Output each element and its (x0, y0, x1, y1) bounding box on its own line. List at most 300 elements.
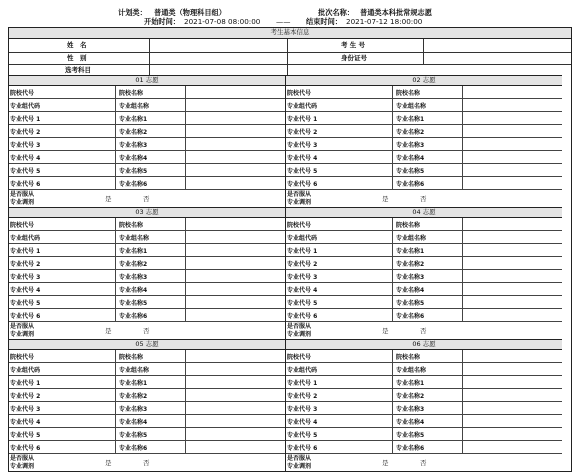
row-code-label: 专业组代码 (287, 103, 318, 110)
row-code-label: 专业组代码 (10, 367, 41, 374)
cell-divider (462, 244, 463, 257)
row-name-label: 专业组名称 (119, 103, 150, 110)
table-row (286, 218, 562, 231)
cell-divider (115, 244, 116, 257)
row-name-label: 专业名称6 (396, 313, 425, 320)
basic-col-line-2 (287, 39, 288, 75)
cell-divider (115, 151, 116, 164)
cell-divider (462, 231, 463, 244)
row-code-label: 专业代号 3 (10, 142, 41, 149)
row-name-label: 专业名称1 (119, 116, 148, 123)
end-value: 2021-07-12 18:00:00 (346, 17, 423, 26)
cell-divider (462, 86, 463, 99)
table-row (286, 86, 562, 99)
row-name-label: 院校名称 (396, 354, 421, 361)
table-row (286, 125, 562, 138)
row-code-label: 专业代号 5 (287, 300, 318, 307)
row-name-label: 专业名称4 (396, 287, 425, 294)
row-code-label: 专业代号 6 (287, 313, 318, 320)
cell-divider (392, 177, 393, 190)
cell-divider (462, 415, 463, 428)
row-name-label: 专业组名称 (119, 235, 150, 242)
adjust-label-line2: 专业调剂 (10, 463, 35, 470)
cell-divider (462, 151, 463, 164)
row-name-label: 专业名称4 (119, 155, 148, 162)
row-code-label: 院校代号 (10, 354, 35, 361)
table-row (9, 376, 285, 389)
row-name-label: 院校名称 (119, 90, 144, 97)
volunteer-title: 05 志愿 (9, 339, 285, 350)
cell-divider (462, 389, 463, 402)
cell-divider (392, 376, 393, 389)
adjust-row (9, 322, 285, 340)
table-row (286, 283, 562, 296)
table-row (9, 244, 285, 257)
volunteer-block-5 (9, 339, 285, 471)
cell-divider (392, 231, 393, 244)
row-name-label: 专业名称6 (396, 445, 425, 452)
end-label: 结束时间： (306, 17, 342, 26)
row-name-label: 专业名称5 (119, 168, 148, 175)
table-row (286, 177, 562, 190)
table-row (9, 138, 285, 151)
batch-value: 普通类本科批常规志愿 (360, 8, 432, 17)
row-name-label: 专业名称1 (119, 380, 148, 387)
row-code-label: 专业代号 2 (287, 393, 318, 400)
cell-divider (115, 86, 116, 99)
row-code-label: 专业代号 4 (10, 287, 41, 294)
table-row (9, 428, 285, 441)
row-name-label: 专业组名称 (396, 235, 427, 242)
cell-divider (185, 350, 186, 363)
cell-divider (115, 441, 116, 454)
adjust-label-line2: 专业调剂 (287, 199, 312, 206)
row-name-label: 专业名称2 (119, 261, 148, 268)
row-code-label: 专业代号 3 (287, 406, 318, 413)
row-name-label: 院校名称 (119, 222, 144, 229)
cell-divider (462, 177, 463, 190)
id-label: 身份证号 (341, 54, 367, 62)
adjust-row (286, 454, 562, 472)
adjust-label-line1: 是否服从 (287, 191, 312, 198)
adjust-no-option[interactable]: 否 (420, 195, 427, 203)
adjust-row (9, 454, 285, 472)
row-name-label: 专业名称5 (396, 432, 425, 439)
cell-divider (462, 257, 463, 270)
row-code-label: 专业代号 3 (10, 406, 41, 413)
row-code-label: 专业组代码 (10, 235, 41, 242)
table-row (9, 125, 285, 138)
row-name-label: 专业名称2 (396, 129, 425, 136)
table-row (9, 415, 285, 428)
adjust-label-line1: 是否服从 (287, 455, 312, 462)
cell-divider (115, 164, 116, 177)
cell-divider (185, 231, 186, 244)
subject-label: 选考科目 (65, 66, 91, 74)
table-row (286, 138, 562, 151)
cell-divider (185, 138, 186, 151)
row-name-label: 专业名称1 (396, 116, 425, 123)
volunteer-block-2 (285, 75, 562, 207)
row-name-label: 专业名称3 (119, 142, 148, 149)
row-code-label: 专业代号 6 (10, 445, 41, 452)
table-row (286, 376, 562, 389)
cell-divider (462, 350, 463, 363)
table-row (9, 257, 285, 270)
cell-divider (185, 125, 186, 138)
row-code-label: 专业代号 2 (10, 393, 41, 400)
adjust-no-option[interactable]: 否 (420, 459, 427, 467)
row-code-label: 专业组代码 (10, 103, 41, 110)
cell-divider (392, 350, 393, 363)
row-code-label: 专业代号 4 (287, 155, 318, 162)
row-code-label: 专业代号 6 (10, 181, 41, 188)
adjust-no-option[interactable]: 否 (143, 195, 150, 203)
cell-divider (185, 402, 186, 415)
row-code-label: 专业代号 3 (287, 142, 318, 149)
row-name-label: 专业名称3 (119, 274, 148, 281)
row-code-label: 专业代号 4 (10, 419, 41, 426)
adjust-yes-option[interactable]: 是 (382, 195, 389, 203)
cell-divider (115, 415, 116, 428)
table-row (9, 350, 285, 363)
cell-divider (185, 218, 186, 231)
table-row (9, 177, 285, 190)
row-name-label: 专业名称3 (396, 142, 425, 149)
cell-divider (115, 231, 116, 244)
plan-value: 普通类（物理科目组） (154, 8, 226, 17)
table-row (286, 350, 562, 363)
row-name-label: 专业组名称 (396, 367, 427, 374)
table-row (286, 99, 562, 112)
start-label: 开始时间： (144, 17, 180, 26)
adjust-label-line2: 专业调剂 (10, 199, 35, 206)
cell-divider (392, 138, 393, 151)
cell-divider (392, 112, 393, 125)
table-row (286, 363, 562, 376)
table-row (9, 270, 285, 283)
cell-divider (185, 112, 186, 125)
gender-label: 性 别 (67, 54, 87, 62)
row-code-label: 专业组代码 (287, 235, 318, 242)
table-row (9, 151, 285, 164)
adjust-yes-option[interactable]: 是 (105, 327, 112, 335)
table-row (286, 389, 562, 402)
cell-divider (185, 99, 186, 112)
row-code-label: 专业代号 3 (287, 274, 318, 281)
table-row (9, 112, 285, 125)
row-code-label: 专业代号 2 (287, 129, 318, 136)
cell-divider (115, 376, 116, 389)
row-code-label: 专业代号 3 (10, 274, 41, 281)
volunteer-block-1 (9, 75, 285, 207)
row-code-label: 专业代号 6 (287, 181, 318, 188)
row-name-label: 专业名称2 (119, 393, 148, 400)
table-row (286, 112, 562, 125)
cell-divider (115, 363, 116, 376)
cell-divider (392, 270, 393, 283)
cell-divider (392, 402, 393, 415)
table-row (9, 283, 285, 296)
cell-divider (392, 218, 393, 231)
row-name-label: 专业名称6 (119, 313, 148, 320)
adjust-label-line2: 专业调剂 (287, 463, 312, 470)
row-name-label: 专业名称1 (119, 248, 148, 255)
row-code-label: 专业代号 1 (10, 380, 41, 387)
table-row (286, 244, 562, 257)
table-row (9, 231, 285, 244)
volunteer-block-3 (9, 207, 285, 339)
cell-divider (462, 309, 463, 322)
row-name-label: 专业名称4 (396, 419, 425, 426)
basic-info-title: 考生基本信息 (9, 28, 571, 39)
row-name-label: 专业名称6 (119, 181, 148, 188)
row-name-label: 专业名称1 (396, 248, 425, 255)
cell-divider (392, 244, 393, 257)
cell-divider (392, 389, 393, 402)
cell-divider (392, 86, 393, 99)
row-code-label: 专业代号 1 (287, 380, 318, 387)
table-row (9, 296, 285, 309)
row-name-label: 专业名称3 (119, 406, 148, 413)
basic-row-line-1 (9, 52, 571, 53)
cell-divider (392, 164, 393, 177)
adjust-no-option[interactable]: 否 (143, 459, 150, 467)
cell-divider (392, 283, 393, 296)
volunteer-block-6 (285, 339, 562, 471)
table-row (9, 402, 285, 415)
row-name-label: 院校名称 (396, 90, 421, 97)
row-code-label: 院校代号 (10, 222, 35, 229)
cell-divider (392, 257, 393, 270)
row-code-label: 专业代号 1 (287, 248, 318, 255)
row-code-label: 专业代号 4 (287, 287, 318, 294)
cell-divider (462, 296, 463, 309)
basic-col-line-3 (423, 39, 424, 64)
row-code-label: 专业代号 1 (10, 248, 41, 255)
row-name-label: 专业名称4 (119, 419, 148, 426)
table-row (286, 257, 562, 270)
row-code-label: 专业代号 1 (287, 116, 318, 123)
cell-divider (392, 125, 393, 138)
cell-divider (115, 177, 116, 190)
table-row (9, 309, 285, 322)
volunteer-title: 01 志愿 (9, 75, 285, 86)
cell-divider (185, 164, 186, 177)
row-name-label: 专业名称1 (396, 380, 425, 387)
volunteer-title: 02 志愿 (286, 75, 562, 86)
adjust-label-line1: 是否服从 (10, 191, 35, 198)
cell-divider (462, 138, 463, 151)
table-row (9, 441, 285, 454)
cell-divider (462, 283, 463, 296)
cell-divider (115, 257, 116, 270)
row-name-label: 专业组名称 (396, 103, 427, 110)
cell-divider (115, 270, 116, 283)
cell-divider (115, 350, 116, 363)
cell-divider (185, 257, 186, 270)
cell-divider (115, 389, 116, 402)
table-row (286, 402, 562, 415)
table-row (286, 270, 562, 283)
table-row (9, 99, 285, 112)
row-code-label: 院校代号 (287, 354, 312, 361)
row-code-label: 专业代号 4 (10, 155, 41, 162)
row-name-label: 专业名称2 (396, 261, 425, 268)
cell-divider (115, 112, 116, 125)
cell-divider (115, 309, 116, 322)
row-name-label: 专业名称3 (396, 274, 425, 281)
cell-divider (462, 270, 463, 283)
row-name-label: 专业名称5 (119, 432, 148, 439)
adjust-row (286, 322, 562, 340)
cell-divider (185, 244, 186, 257)
adjust-yes-option[interactable]: 是 (382, 459, 389, 467)
table-row (286, 164, 562, 177)
cell-divider (115, 99, 116, 112)
row-name-label: 专业名称6 (119, 445, 148, 452)
basic-col-line-1 (149, 39, 150, 75)
cell-divider (462, 112, 463, 125)
cell-divider (392, 151, 393, 164)
row-name-label: 专业名称3 (396, 406, 425, 413)
exam-no-label: 考 生 号 (341, 41, 366, 49)
cell-divider (185, 309, 186, 322)
adjust-yes-option[interactable]: 是 (105, 195, 112, 203)
row-code-label: 专业代号 6 (10, 313, 41, 320)
adjust-yes-option[interactable]: 是 (105, 459, 112, 467)
row-code-label: 院校代号 (287, 90, 312, 97)
table-row (9, 218, 285, 231)
cell-divider (115, 125, 116, 138)
adjust-no-option[interactable]: 否 (143, 327, 150, 335)
table-row (286, 151, 562, 164)
cell-divider (115, 138, 116, 151)
row-name-label: 专业名称5 (396, 168, 425, 175)
cell-divider (185, 415, 186, 428)
cell-divider (462, 218, 463, 231)
adjust-label-line1: 是否服从 (10, 323, 35, 330)
table-row (286, 231, 562, 244)
cell-divider (462, 99, 463, 112)
plan-label: 计划类： (118, 8, 147, 17)
table-row (286, 415, 562, 428)
row-code-label: 专业代号 2 (10, 129, 41, 136)
row-code-label: 专业代号 5 (10, 432, 41, 439)
row-name-label: 专业名称2 (396, 393, 425, 400)
table-row (9, 164, 285, 177)
cell-divider (462, 376, 463, 389)
adjust-label-line2: 专业调剂 (10, 331, 35, 338)
volunteer-title: 06 志愿 (286, 339, 562, 350)
cell-divider (115, 218, 116, 231)
adjust-label-line1: 是否服从 (287, 323, 312, 330)
row-name-label: 专业组名称 (119, 367, 150, 374)
cell-divider (392, 309, 393, 322)
adjust-no-option[interactable]: 否 (420, 327, 427, 335)
row-name-label: 专业名称5 (119, 300, 148, 307)
row-name-label: 专业名称5 (396, 300, 425, 307)
cell-divider (115, 428, 116, 441)
basic-row-line-2 (9, 64, 571, 65)
cell-divider (462, 125, 463, 138)
volunteer-title: 03 志愿 (9, 207, 285, 218)
cell-divider (185, 151, 186, 164)
row-name-label: 专业名称4 (396, 155, 425, 162)
row-code-label: 专业代号 2 (287, 261, 318, 268)
row-code-label: 专业组代码 (287, 367, 318, 374)
table-row (286, 309, 562, 322)
table-row (9, 86, 285, 99)
row-name-label: 专业名称2 (119, 129, 148, 136)
row-name-label: 专业名称6 (396, 181, 425, 188)
cell-divider (392, 428, 393, 441)
cell-divider (185, 441, 186, 454)
cell-divider (115, 296, 116, 309)
table-row (9, 363, 285, 376)
cell-divider (185, 296, 186, 309)
cell-divider (185, 270, 186, 283)
name-label: 姓 名 (67, 41, 87, 49)
start-value: 2021-07-08 08:00:00 (184, 17, 261, 26)
volunteer-title: 04 志愿 (286, 207, 562, 218)
cell-divider (392, 415, 393, 428)
row-code-label: 专业代号 2 (10, 261, 41, 268)
cell-divider (462, 441, 463, 454)
row-name-label: 院校名称 (396, 222, 421, 229)
cell-divider (185, 376, 186, 389)
cell-divider (462, 164, 463, 177)
adjust-row (286, 190, 562, 208)
row-name-label: 院校名称 (119, 354, 144, 361)
row-code-label: 院校代号 (10, 90, 35, 97)
cell-divider (115, 283, 116, 296)
row-code-label: 专业代号 5 (10, 300, 41, 307)
adjust-label-line2: 专业调剂 (287, 331, 312, 338)
row-code-label: 专业代号 5 (10, 168, 41, 175)
cell-divider (185, 283, 186, 296)
row-code-label: 专业代号 5 (287, 432, 318, 439)
cell-divider (185, 363, 186, 376)
cell-divider (392, 363, 393, 376)
cell-divider (185, 177, 186, 190)
table-row (286, 428, 562, 441)
row-code-label: 专业代号 4 (287, 419, 318, 426)
cell-divider (185, 389, 186, 402)
row-code-label: 专业代号 1 (10, 116, 41, 123)
time-separator: —— (276, 17, 291, 26)
cell-divider (115, 402, 116, 415)
row-code-label: 院校代号 (287, 222, 312, 229)
cell-divider (462, 402, 463, 415)
adjust-label-line1: 是否服从 (10, 455, 35, 462)
cell-divider (392, 441, 393, 454)
row-code-label: 专业代号 5 (287, 168, 318, 175)
row-code-label: 专业代号 6 (287, 445, 318, 452)
adjust-row (9, 190, 285, 208)
table-row (286, 296, 562, 309)
table-row (9, 389, 285, 402)
batch-label: 批次名称： (318, 8, 354, 17)
cell-divider (185, 428, 186, 441)
cell-divider (462, 428, 463, 441)
cell-divider (392, 296, 393, 309)
cell-divider (392, 99, 393, 112)
volunteer-block-4 (285, 207, 562, 339)
adjust-yes-option[interactable]: 是 (382, 327, 389, 335)
cell-divider (462, 363, 463, 376)
table-row (286, 441, 562, 454)
